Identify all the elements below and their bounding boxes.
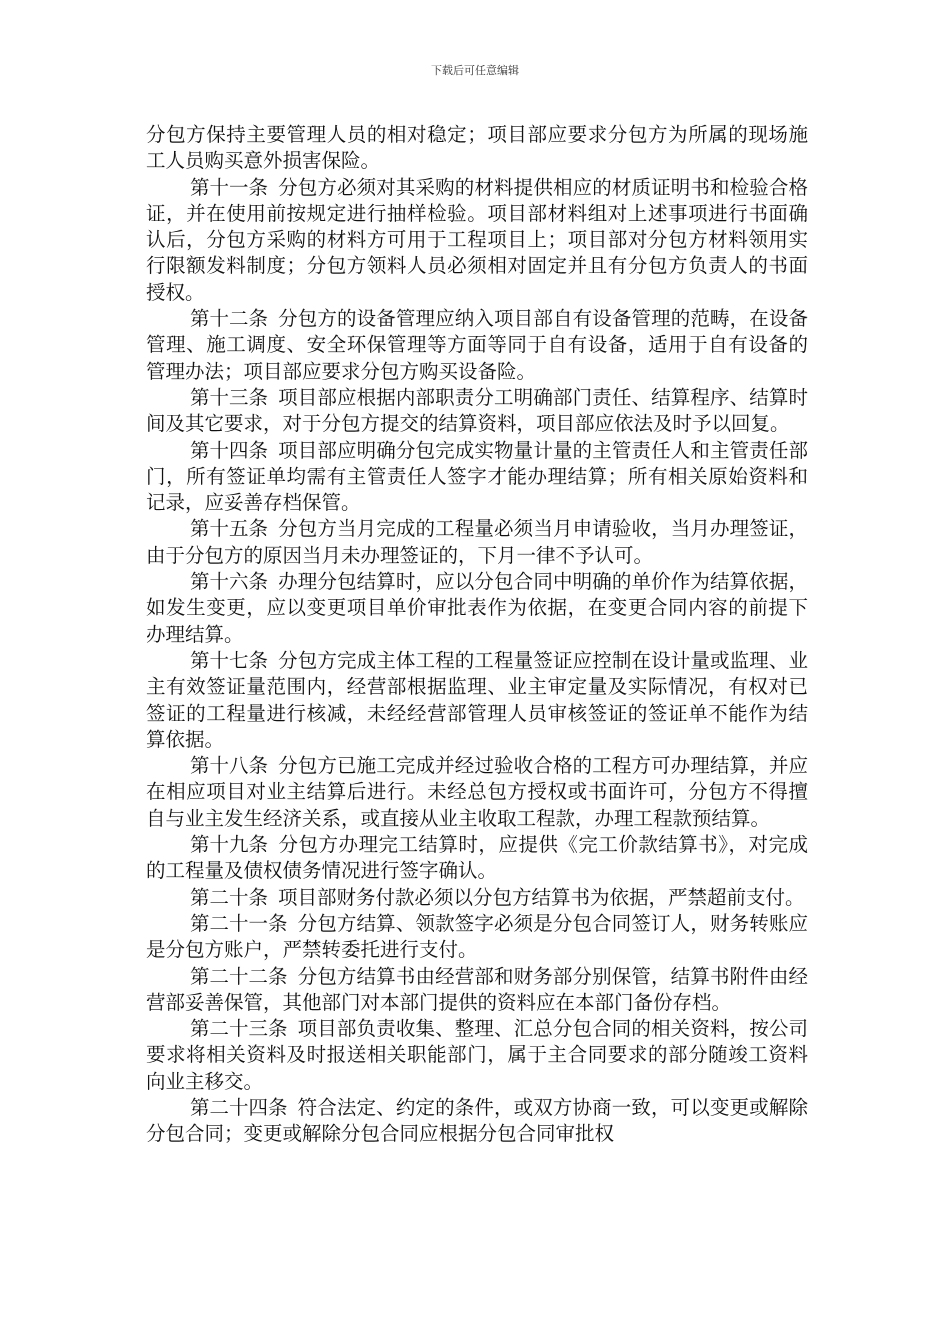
article-12: [146, 306, 808, 385]
paragraph-text: 项目部应根据内部职责分工明确部门责任、结算程序、结算时间及其它要求，对于分包方提交的结算资料，项目部应依法及时予以回复。: [146, 385, 808, 436]
article-number: 第二十四条: [190, 1095, 288, 1119]
article-number: 第十二条: [190, 307, 269, 331]
article-number: 第十四条: [190, 438, 269, 462]
article-19: [146, 832, 808, 885]
paragraph-text: 分包方完成主体工程的工程量签证应控制在设计量或监理、业主有效签证量范围内，经营部根据监理、业主审定量及实际情况，有权对已签证的工程量进行核减，未经经营部管理人员审核签证的签证单不能作为结算依据。: [146, 648, 808, 751]
paragraph-text: 分包方当月完成的工程量必须当月申请验收，当月办理签证，由于分包方的原因当月未办理签证的，下月一律不予认可。: [146, 517, 808, 567]
paragraph-text: 符合法定、约定的条件，或双方协商一致，可以变更或解除分包合同；变更或解除分包合同应根据分包合同审批权: [146, 1095, 808, 1146]
article-15: [146, 516, 808, 569]
article-number: 第十六条: [190, 570, 269, 594]
article-number: 第二十二条: [190, 964, 288, 988]
article-17: [146, 648, 808, 753]
article-16: [146, 569, 808, 648]
article-number: 第二十三条: [190, 1017, 288, 1041]
article-number: 第十五条: [190, 517, 269, 541]
article-13: [146, 385, 808, 438]
article-22: [146, 964, 808, 1017]
article-number: 第十九条: [190, 833, 269, 857]
article-number: 第十七条: [190, 648, 269, 672]
article-number: 第二十条: [190, 885, 269, 909]
paragraph-continuation: [146, 122, 808, 175]
paragraph-text: 项目部负责收集、整理、汇总分包合同的相关资料，按公司要求将相关资料及时报送相关职能部门，属于主合同要求的部分随竣工资料向业主移交。: [146, 1017, 808, 1093]
document-body: [146, 122, 808, 1148]
paragraph-text: 分包方结算书由经营部和财务部分别保管，结算书附件由经营部妥善保管，其他部门对本部门提供的资料应在本部门备份存档。: [146, 964, 808, 1014]
article-number: 第十三条: [190, 385, 269, 409]
article-20: [146, 885, 808, 911]
paragraph-text: 分包方的设备管理应纳入项目部自有设备管理的范畴，在设备管理、施工调度、安全环保管理等方面等同于自有设备，适用于自有设备的管理办法；项目部应要求分包方购买设备险。: [146, 307, 808, 383]
article-14: [146, 438, 808, 517]
page-header: 下载后可任意编辑: [431, 64, 519, 77]
article-11: [146, 175, 808, 306]
article-21: [146, 911, 808, 964]
paragraph-text: 分包方结算、领款签字必须是分包合同签订人，财务转账应是分包方账户，严禁转委托进行支付。: [146, 911, 808, 962]
article-24: [146, 1095, 808, 1148]
paragraph-text: 分包方保持主要管理人员的相对稳定；项目部应要求分包方为所属的现场施工人员购买意外损害保险。: [146, 123, 808, 173]
paragraph-text: 项目部应明确分包完成实物量计量的主管责任人和主管责任部门，所有签证单均需有主管责任人签字才能办理结算；所有相关原始资料和记录，应妥善存档保管。: [146, 438, 808, 515]
article-23: [146, 1016, 808, 1095]
paragraph-text: 分包方办理完工结算时，应提供《完工价款结算书》，对完成的工程量及债权债务情况进行签字确认。: [146, 833, 808, 883]
paragraph-text: 办理分包结算时，应以分包合同中明确的单价作为结算依据，如发生变更，应以变更项目单价审批表作为依据，在变更合同内容的前提下办理结算。: [146, 570, 808, 646]
paragraph-text: 项目部财务付款必须以分包方结算书为依据，严禁超前支付。: [278, 885, 805, 909]
article-18: [146, 753, 808, 832]
article-number: 第二十一条: [190, 911, 288, 935]
article-number: 第十八条: [190, 754, 269, 778]
article-number: 第十一条: [190, 175, 269, 199]
paragraph-text: 分包方必须对其采购的材料提供相应的材质证明书和检验合格证，并在使用前按规定进行抽样检验。项目部材料组对上述事项进行书面确认后，分包方采购的材料方可用于工程项目上；项目部对分包方材料领用实行限额发料制度；分包方领料人员必须相对固定并且有分包方负责人的书面授权。: [146, 175, 808, 304]
paragraph-text: 分包方已施工完成并经过验收合格的工程方可办理结算，并应在相应项目对业主结算后进行。未经总包方授权或书面许可，分包方不得擅自与业主发生经济关系，或直接从业主收取工程款，办理工程款预结算。: [146, 754, 808, 830]
